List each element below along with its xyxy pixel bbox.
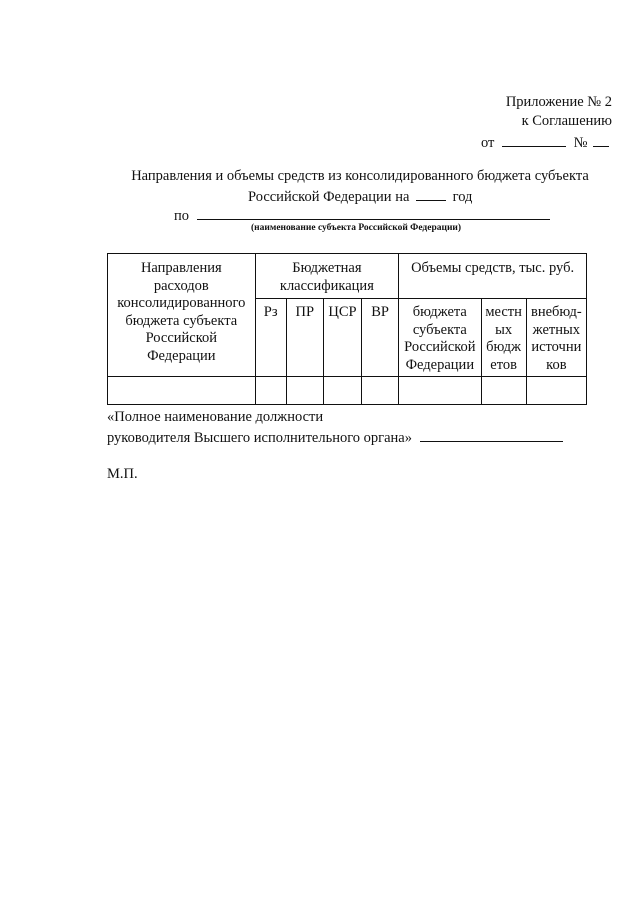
subheader-local-budgets: местн ых бюдж етов [481,299,526,377]
table-cell [362,377,399,405]
document-title-line2 [248,187,472,206]
table-cell [481,377,526,405]
from-label: от [481,135,495,151]
appendix-number: Приложение № 2 [505,94,612,110]
stamp-label: М.П. [107,466,138,482]
header-budget-classification: Бюджетная классификация [255,254,399,299]
subheader-extrabudgetary: внебюд- жетных источни ков [526,299,586,377]
subheader-pr: ПР [286,299,323,377]
table-cell [526,377,586,405]
agreement-reference: к Соглашению [521,113,612,129]
table-header-row [108,254,587,299]
subheader-subject-budget: бюджета субъекта Российской Федерации [399,299,481,377]
header-volumes: Объемы средств, тыс. руб. [399,254,587,299]
table-cell [286,377,323,405]
title-year-suffix: год [452,189,473,205]
subheader-csr: ЦСР [323,299,361,377]
document-title-line1: Направления и объемы средств из консолидированного бюджета субъекта [131,168,589,184]
table-cell [323,377,361,405]
number-blank [593,133,609,147]
header-directions: Направления расходов консолидированного бюджета субъекта Российской Федерации [108,254,256,377]
table-cell [399,377,481,405]
number-label: № [573,135,588,151]
subheader-rz: Рз [255,299,286,377]
subheader-vr: ВР [362,299,399,377]
table-cell [255,377,286,405]
date-blank [502,133,566,147]
official-position-line1: «Полное наименование должности [107,409,324,425]
budget-table [107,253,587,405]
subject-name-caption: (наименование субъекта Российской Федерации) [251,223,462,233]
agreement-date-line [481,133,609,152]
table-row [108,377,587,405]
subject-name-blank [197,206,550,220]
table-cell [108,377,256,405]
title-year-prefix: Российской Федерации на [248,189,410,205]
year-blank [416,187,446,201]
po-label: по [174,208,190,224]
signature-blank [420,428,563,442]
official-position-line2: руководителя Высшего исполнительного органа» [107,428,563,447]
